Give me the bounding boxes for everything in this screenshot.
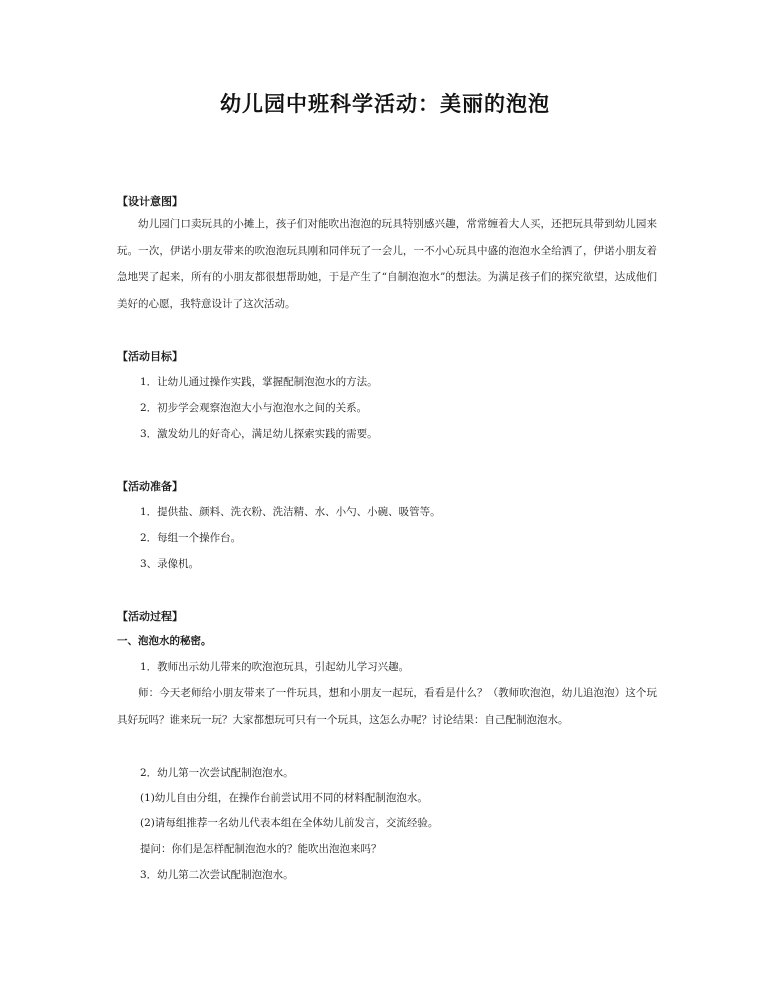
heading-prep: 【活动准备】 xyxy=(117,480,183,493)
goal-item-1: 1．让幼儿通过操作实践，掌握配制泡泡水的方法。 xyxy=(140,376,378,388)
process-step-3: 3．幼儿第二次尝试配制泡泡水。 xyxy=(140,869,294,881)
prep-item-1: 1．提供盐、颜料、洗衣粉、洗洁精、水、小勺、小碗、吸管等。 xyxy=(140,506,441,518)
process-question: 提问：你们是怎样配制泡泡水的？能吹出泡泡来吗？ xyxy=(140,843,382,855)
process-dialogue: 师：今天老师给小朋友带来了一件玩具，想和小朋友一起玩，看看是什么？（教师吹泡泡，幼儿追泡泡）这个玩具好玩吗？谁来玩一玩？大家都想玩可只有一个玩具，这怎么办呢？讨论结果：自己配制泡泡水。 xyxy=(117,687,657,726)
heading-goals: 【活动目标】 xyxy=(117,350,183,363)
process-sub-2: (2)请每组推荐一名幼儿代表本组在全体幼儿前发言，交流经验。 xyxy=(140,817,439,829)
document-title: 幼儿园中班科学活动：美丽的泡泡 xyxy=(220,92,550,116)
process-sub-1: (1)幼儿自由分组，在操作台前尝试用不同的材料配制泡泡水。 xyxy=(140,792,428,804)
process-step-1: 1．教师出示幼儿带来的吹泡泡玩具，引起幼儿学习兴趣。 xyxy=(140,661,410,673)
paragraph-design: 幼儿园门口卖玩具的小摊上，孩子们对能吹出泡泡的玩具特别感兴趣，常常缠着大人买，还把玩具带到幼儿园来玩。一次，伊诺小朋友带来的吹泡泡玩具刚和同伴玩了一会儿，一不小心玩具中盛的泡泡水全给洒了，伊诺小朋友着急地哭了起来，所有的小朋友都很想帮助她，于是产生了“自制泡泡水”的想法。为满足孩子们的探究欲望，达成他们美好的心愿，我特意设计了这次活动。 xyxy=(117,218,657,310)
goal-item-2: 2．初步学会观察泡泡大小与泡泡水之间的关系。 xyxy=(140,402,368,414)
prep-item-2: 2．每组一个操作台。 xyxy=(140,532,242,544)
prep-item-3: 3、录像机。 xyxy=(140,558,200,570)
goal-item-3: 3．激发幼儿的好奇心，满足幼儿探索实践的需要。 xyxy=(140,428,378,440)
process-step-2: 2．幼儿第一次尝试配制泡泡水。 xyxy=(140,767,294,779)
heading-process: 【活动过程】 xyxy=(117,610,183,623)
process-subheading: 一、泡泡水的秘密。 xyxy=(117,635,212,647)
heading-design: 【设计意图】 xyxy=(117,195,183,208)
